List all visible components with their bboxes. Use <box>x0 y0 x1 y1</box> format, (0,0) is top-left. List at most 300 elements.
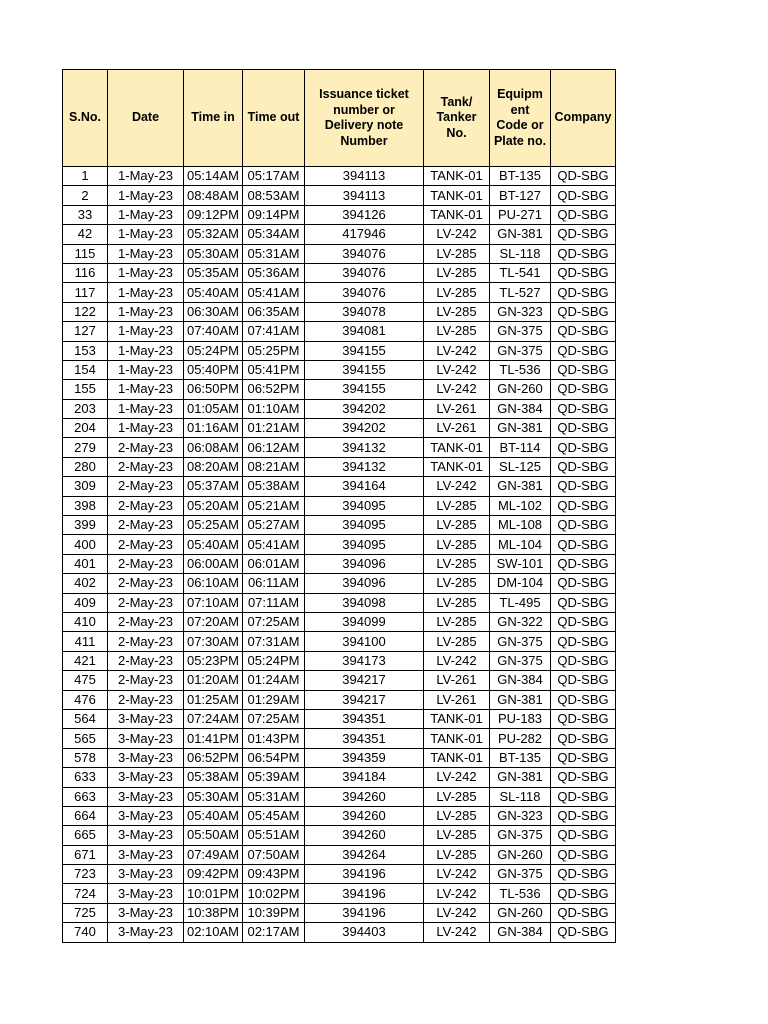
date-cell: 2-May-23 <box>108 574 184 593</box>
tank-cell: TANK-01 <box>424 729 490 748</box>
date-cell: 2-May-23 <box>108 516 184 535</box>
date-cell: 1-May-23 <box>108 322 184 341</box>
sno-cell: 309 <box>63 477 108 496</box>
sno-cell: 280 <box>63 457 108 476</box>
sno-cell: 400 <box>63 535 108 554</box>
table-row <box>63 399 616 418</box>
time-out-cell: 05:45AM <box>243 806 305 825</box>
time-in-cell: 06:00AM <box>184 554 243 573</box>
equipment-cell: GN-375 <box>490 651 551 670</box>
time-in-cell: 05:24PM <box>184 341 243 360</box>
table-row <box>63 806 616 825</box>
equipment-cell: GN-375 <box>490 632 551 651</box>
ticket-cell: 394095 <box>305 516 424 535</box>
time-in-cell: 09:12PM <box>184 205 243 224</box>
date-cell: 1-May-23 <box>108 225 184 244</box>
company-cell: QD-SBG <box>551 167 616 186</box>
sno-cell: 116 <box>63 263 108 282</box>
sno-cell: 740 <box>63 923 108 942</box>
time-in-cell: 05:30AM <box>184 244 243 263</box>
company-cell: QD-SBG <box>551 574 616 593</box>
time-out-cell: 08:53AM <box>243 186 305 205</box>
equipment-cell: SL-125 <box>490 457 551 476</box>
time-out-cell: 05:31AM <box>243 244 305 263</box>
sno-cell: 564 <box>63 709 108 728</box>
table-row <box>63 787 616 806</box>
company-cell: QD-SBG <box>551 632 616 651</box>
company-cell: QD-SBG <box>551 457 616 476</box>
table-row <box>63 419 616 438</box>
header-equipment: Equipm ent Code or Plate no. <box>490 70 551 167</box>
table-row <box>63 477 616 496</box>
date-cell: 2-May-23 <box>108 554 184 573</box>
table-row <box>63 496 616 515</box>
ticket-cell: 394196 <box>305 903 424 922</box>
header-time-in: Time in <box>184 70 243 167</box>
sno-cell: 724 <box>63 884 108 903</box>
tank-cell: LV-285 <box>424 516 490 535</box>
table-row <box>63 457 616 476</box>
ticket-cell: 394164 <box>305 477 424 496</box>
time-in-cell: 01:20AM <box>184 671 243 690</box>
sno-cell: 402 <box>63 574 108 593</box>
date-cell: 2-May-23 <box>108 593 184 612</box>
sno-cell: 115 <box>63 244 108 263</box>
tank-cell: LV-285 <box>424 244 490 263</box>
date-cell: 2-May-23 <box>108 477 184 496</box>
table-row <box>63 748 616 767</box>
time-in-cell: 06:10AM <box>184 574 243 593</box>
table-row <box>63 205 616 224</box>
company-cell: QD-SBG <box>551 612 616 631</box>
equipment-cell: DM-104 <box>490 574 551 593</box>
ticket-cell: 394132 <box>305 457 424 476</box>
table-row <box>63 360 616 379</box>
equipment-cell: TL-541 <box>490 263 551 282</box>
sno-cell: 204 <box>63 419 108 438</box>
equipment-cell: BT-135 <box>490 748 551 767</box>
sno-cell: 398 <box>63 496 108 515</box>
time-out-cell: 05:38AM <box>243 477 305 496</box>
equipment-cell: ML-102 <box>490 496 551 515</box>
tank-cell: LV-285 <box>424 806 490 825</box>
company-cell: QD-SBG <box>551 903 616 922</box>
time-out-cell: 06:52PM <box>243 380 305 399</box>
equipment-cell: GN-260 <box>490 380 551 399</box>
time-in-cell: 06:50PM <box>184 380 243 399</box>
ticket-cell: 394264 <box>305 845 424 864</box>
time-in-cell: 07:20AM <box>184 612 243 631</box>
date-cell: 2-May-23 <box>108 438 184 457</box>
equipment-cell: PU-183 <box>490 709 551 728</box>
time-out-cell: 07:31AM <box>243 632 305 651</box>
date-cell: 3-May-23 <box>108 903 184 922</box>
time-in-cell: 10:01PM <box>184 884 243 903</box>
ticket-cell: 394202 <box>305 399 424 418</box>
sno-cell: 122 <box>63 302 108 321</box>
ticket-cell: 394351 <box>305 729 424 748</box>
time-in-cell: 08:20AM <box>184 457 243 476</box>
time-in-cell: 09:42PM <box>184 865 243 884</box>
equipment-cell: PU-271 <box>490 205 551 224</box>
table-row <box>63 593 616 612</box>
time-in-cell: 01:25AM <box>184 690 243 709</box>
ticket-cell: 394096 <box>305 554 424 573</box>
company-cell: QD-SBG <box>551 380 616 399</box>
header-date: Date <box>108 70 184 167</box>
sno-cell: 409 <box>63 593 108 612</box>
time-in-cell: 06:30AM <box>184 302 243 321</box>
time-in-cell: 08:48AM <box>184 186 243 205</box>
date-cell: 2-May-23 <box>108 671 184 690</box>
equipment-cell: BT-135 <box>490 167 551 186</box>
date-cell: 2-May-23 <box>108 457 184 476</box>
company-cell: QD-SBG <box>551 399 616 418</box>
company-cell: QD-SBG <box>551 360 616 379</box>
ticket-cell: 394113 <box>305 167 424 186</box>
sno-cell: 154 <box>63 360 108 379</box>
equipment-cell: ML-108 <box>490 516 551 535</box>
company-cell: QD-SBG <box>551 554 616 573</box>
date-cell: 3-May-23 <box>108 709 184 728</box>
ticket-cell: 394095 <box>305 496 424 515</box>
time-out-cell: 05:36AM <box>243 263 305 282</box>
date-cell: 2-May-23 <box>108 535 184 554</box>
time-out-cell: 05:24PM <box>243 651 305 670</box>
time-in-cell: 05:32AM <box>184 225 243 244</box>
time-out-cell: 01:29AM <box>243 690 305 709</box>
tank-cell: LV-285 <box>424 845 490 864</box>
tank-cell: TANK-01 <box>424 748 490 767</box>
time-out-cell: 02:17AM <box>243 923 305 942</box>
sno-cell: 279 <box>63 438 108 457</box>
time-out-cell: 05:27AM <box>243 516 305 535</box>
ticket-cell: 394173 <box>305 651 424 670</box>
company-cell: QD-SBG <box>551 496 616 515</box>
time-out-cell: 05:17AM <box>243 167 305 186</box>
company-cell: QD-SBG <box>551 186 616 205</box>
tank-cell: LV-261 <box>424 690 490 709</box>
ticket-cell: 394196 <box>305 865 424 884</box>
ticket-cell: 394132 <box>305 438 424 457</box>
company-cell: QD-SBG <box>551 845 616 864</box>
ticket-cell: 394113 <box>305 186 424 205</box>
date-cell: 1-May-23 <box>108 244 184 263</box>
table-row <box>63 865 616 884</box>
equipment-cell: TL-527 <box>490 283 551 302</box>
time-out-cell: 10:02PM <box>243 884 305 903</box>
time-out-cell: 01:21AM <box>243 419 305 438</box>
table-row <box>63 574 616 593</box>
tank-cell: LV-285 <box>424 554 490 573</box>
equipment-cell: ML-104 <box>490 535 551 554</box>
company-cell: QD-SBG <box>551 225 616 244</box>
time-out-cell: 07:25AM <box>243 709 305 728</box>
equipment-cell: GN-323 <box>490 806 551 825</box>
equipment-cell: GN-384 <box>490 399 551 418</box>
date-cell: 2-May-23 <box>108 496 184 515</box>
company-cell: QD-SBG <box>551 768 616 787</box>
sno-cell: 476 <box>63 690 108 709</box>
time-out-cell: 08:21AM <box>243 457 305 476</box>
sno-cell: 665 <box>63 826 108 845</box>
date-cell: 1-May-23 <box>108 399 184 418</box>
equipment-cell: GN-381 <box>490 419 551 438</box>
date-cell: 3-May-23 <box>108 806 184 825</box>
table-row <box>63 535 616 554</box>
date-cell: 3-May-23 <box>108 787 184 806</box>
company-cell: QD-SBG <box>551 884 616 903</box>
table-row <box>63 884 616 903</box>
table-row <box>63 380 616 399</box>
company-cell: QD-SBG <box>551 477 616 496</box>
equipment-cell: PU-282 <box>490 729 551 748</box>
time-in-cell: 05:40AM <box>184 806 243 825</box>
time-out-cell: 06:54PM <box>243 748 305 767</box>
tank-cell: LV-242 <box>424 380 490 399</box>
ticket-cell: 394155 <box>305 341 424 360</box>
equipment-cell: GN-381 <box>490 477 551 496</box>
tank-cell: TANK-01 <box>424 457 490 476</box>
date-cell: 1-May-23 <box>108 360 184 379</box>
sno-cell: 578 <box>63 748 108 767</box>
date-cell: 3-May-23 <box>108 865 184 884</box>
company-cell: QD-SBG <box>551 438 616 457</box>
sno-cell: 117 <box>63 283 108 302</box>
tank-cell: TANK-01 <box>424 438 490 457</box>
time-in-cell: 07:10AM <box>184 593 243 612</box>
ticket-cell: 394217 <box>305 690 424 709</box>
time-out-cell: 05:31AM <box>243 787 305 806</box>
sno-cell: 421 <box>63 651 108 670</box>
equipment-cell: GN-375 <box>490 826 551 845</box>
company-cell: QD-SBG <box>551 593 616 612</box>
time-out-cell: 05:41AM <box>243 283 305 302</box>
equipment-cell: GN-384 <box>490 671 551 690</box>
equipment-cell: GN-381 <box>490 768 551 787</box>
ticket-cell: 417946 <box>305 225 424 244</box>
table-row <box>63 845 616 864</box>
table-row <box>63 729 616 748</box>
time-out-cell: 06:11AM <box>243 574 305 593</box>
tank-cell: LV-285 <box>424 593 490 612</box>
table-row <box>63 322 616 341</box>
time-out-cell: 10:39PM <box>243 903 305 922</box>
equipment-cell: GN-381 <box>490 690 551 709</box>
date-cell: 3-May-23 <box>108 729 184 748</box>
time-in-cell: 05:40AM <box>184 535 243 554</box>
table-row <box>63 516 616 535</box>
time-out-cell: 05:21AM <box>243 496 305 515</box>
date-cell: 1-May-23 <box>108 205 184 224</box>
date-cell: 3-May-23 <box>108 768 184 787</box>
company-cell: QD-SBG <box>551 865 616 884</box>
date-cell: 3-May-23 <box>108 884 184 903</box>
date-cell: 2-May-23 <box>108 690 184 709</box>
company-cell: QD-SBG <box>551 244 616 263</box>
time-out-cell: 01:10AM <box>243 399 305 418</box>
ticket-cell: 394096 <box>305 574 424 593</box>
header-sno: S.No. <box>63 70 108 167</box>
ticket-cell: 394100 <box>305 632 424 651</box>
table-row <box>63 438 616 457</box>
ticket-cell: 394098 <box>305 593 424 612</box>
tank-cell: LV-261 <box>424 419 490 438</box>
company-cell: QD-SBG <box>551 419 616 438</box>
date-cell: 1-May-23 <box>108 186 184 205</box>
ticket-cell: 394217 <box>305 671 424 690</box>
company-cell: QD-SBG <box>551 787 616 806</box>
tank-cell: TANK-01 <box>424 186 490 205</box>
equipment-cell: GN-260 <box>490 845 551 864</box>
tank-cell: LV-242 <box>424 865 490 884</box>
equipment-cell: GN-375 <box>490 865 551 884</box>
header-ticket: Issuance ticket number or Delivery note Number <box>305 70 424 167</box>
time-in-cell: 06:08AM <box>184 438 243 457</box>
company-cell: QD-SBG <box>551 748 616 767</box>
tank-cell: TANK-01 <box>424 709 490 728</box>
equipment-cell: SL-118 <box>490 244 551 263</box>
company-cell: QD-SBG <box>551 826 616 845</box>
ticket-cell: 394359 <box>305 748 424 767</box>
table-row <box>63 671 616 690</box>
company-cell: QD-SBG <box>551 671 616 690</box>
time-out-cell: 05:41PM <box>243 360 305 379</box>
ticket-cell: 394260 <box>305 787 424 806</box>
date-cell: 1-May-23 <box>108 341 184 360</box>
tank-cell: LV-242 <box>424 341 490 360</box>
time-out-cell: 07:25AM <box>243 612 305 631</box>
header-tank: Tank/ Tanker No. <box>424 70 490 167</box>
table-row <box>63 709 616 728</box>
header-row <box>63 70 616 167</box>
ticket-cell: 394076 <box>305 263 424 282</box>
tank-cell: LV-242 <box>424 225 490 244</box>
sno-cell: 475 <box>63 671 108 690</box>
ticket-cell: 394155 <box>305 380 424 399</box>
equipment-cell: GN-260 <box>490 903 551 922</box>
time-in-cell: 07:24AM <box>184 709 243 728</box>
equipment-cell: SW-101 <box>490 554 551 573</box>
sno-cell: 671 <box>63 845 108 864</box>
sno-cell: 401 <box>63 554 108 573</box>
table-row <box>63 612 616 631</box>
date-cell: 1-May-23 <box>108 263 184 282</box>
ticket-cell: 394202 <box>305 419 424 438</box>
tank-cell: LV-285 <box>424 535 490 554</box>
ticket-cell: 394260 <box>305 826 424 845</box>
time-in-cell: 01:16AM <box>184 419 243 438</box>
time-out-cell: 09:43PM <box>243 865 305 884</box>
tank-cell: LV-285 <box>424 263 490 282</box>
tank-cell: TANK-01 <box>424 205 490 224</box>
equipment-cell: TL-536 <box>490 360 551 379</box>
company-cell: QD-SBG <box>551 709 616 728</box>
equipment-cell: TL-495 <box>490 593 551 612</box>
table-row <box>63 923 616 942</box>
time-in-cell: 05:38AM <box>184 768 243 787</box>
table-row <box>63 186 616 205</box>
time-out-cell: 06:01AM <box>243 554 305 573</box>
time-in-cell: 07:30AM <box>184 632 243 651</box>
time-in-cell: 05:20AM <box>184 496 243 515</box>
delivery-log-table <box>62 69 616 943</box>
tank-cell: LV-261 <box>424 399 490 418</box>
sno-cell: 1 <box>63 167 108 186</box>
time-out-cell: 05:51AM <box>243 826 305 845</box>
time-in-cell: 05:14AM <box>184 167 243 186</box>
tank-cell: LV-242 <box>424 903 490 922</box>
ticket-cell: 394078 <box>305 302 424 321</box>
ticket-cell: 394260 <box>305 806 424 825</box>
tank-cell: LV-285 <box>424 283 490 302</box>
ticket-cell: 394076 <box>305 244 424 263</box>
time-in-cell: 05:40PM <box>184 360 243 379</box>
ticket-cell: 394351 <box>305 709 424 728</box>
table-row <box>63 263 616 282</box>
sno-cell: 633 <box>63 768 108 787</box>
sno-cell: 725 <box>63 903 108 922</box>
equipment-cell: GN-322 <box>490 612 551 631</box>
time-out-cell: 05:41AM <box>243 535 305 554</box>
company-cell: QD-SBG <box>551 341 616 360</box>
table-row <box>63 768 616 787</box>
date-cell: 1-May-23 <box>108 283 184 302</box>
time-out-cell: 06:35AM <box>243 302 305 321</box>
header-time-out: Time out <box>243 70 305 167</box>
company-cell: QD-SBG <box>551 516 616 535</box>
tank-cell: LV-285 <box>424 612 490 631</box>
table-row <box>63 690 616 709</box>
date-cell: 3-May-23 <box>108 826 184 845</box>
tank-cell: LV-285 <box>424 632 490 651</box>
sno-cell: 153 <box>63 341 108 360</box>
tank-cell: TANK-01 <box>424 167 490 186</box>
time-in-cell: 02:10AM <box>184 923 243 942</box>
ticket-cell: 394155 <box>305 360 424 379</box>
ticket-cell: 394076 <box>305 283 424 302</box>
time-in-cell: 05:23PM <box>184 651 243 670</box>
equipment-cell: GN-375 <box>490 341 551 360</box>
sno-cell: 723 <box>63 865 108 884</box>
equipment-cell: GN-381 <box>490 225 551 244</box>
tank-cell: LV-261 <box>424 671 490 690</box>
time-out-cell: 05:39AM <box>243 768 305 787</box>
sno-cell: 203 <box>63 399 108 418</box>
table-row <box>63 826 616 845</box>
tank-cell: LV-242 <box>424 651 490 670</box>
time-out-cell: 06:12AM <box>243 438 305 457</box>
sno-cell: 33 <box>63 205 108 224</box>
time-out-cell: 09:14PM <box>243 205 305 224</box>
date-cell: 1-May-23 <box>108 167 184 186</box>
date-cell: 3-May-23 <box>108 923 184 942</box>
company-cell: QD-SBG <box>551 263 616 282</box>
time-in-cell: 05:30AM <box>184 787 243 806</box>
company-cell: QD-SBG <box>551 806 616 825</box>
company-cell: QD-SBG <box>551 205 616 224</box>
tank-cell: LV-285 <box>424 787 490 806</box>
time-in-cell: 05:50AM <box>184 826 243 845</box>
date-cell: 1-May-23 <box>108 419 184 438</box>
time-out-cell: 07:50AM <box>243 845 305 864</box>
time-in-cell: 06:52PM <box>184 748 243 767</box>
ticket-cell: 394126 <box>305 205 424 224</box>
sno-cell: 663 <box>63 787 108 806</box>
time-in-cell: 05:40AM <box>184 283 243 302</box>
time-out-cell: 05:25PM <box>243 341 305 360</box>
sno-cell: 399 <box>63 516 108 535</box>
